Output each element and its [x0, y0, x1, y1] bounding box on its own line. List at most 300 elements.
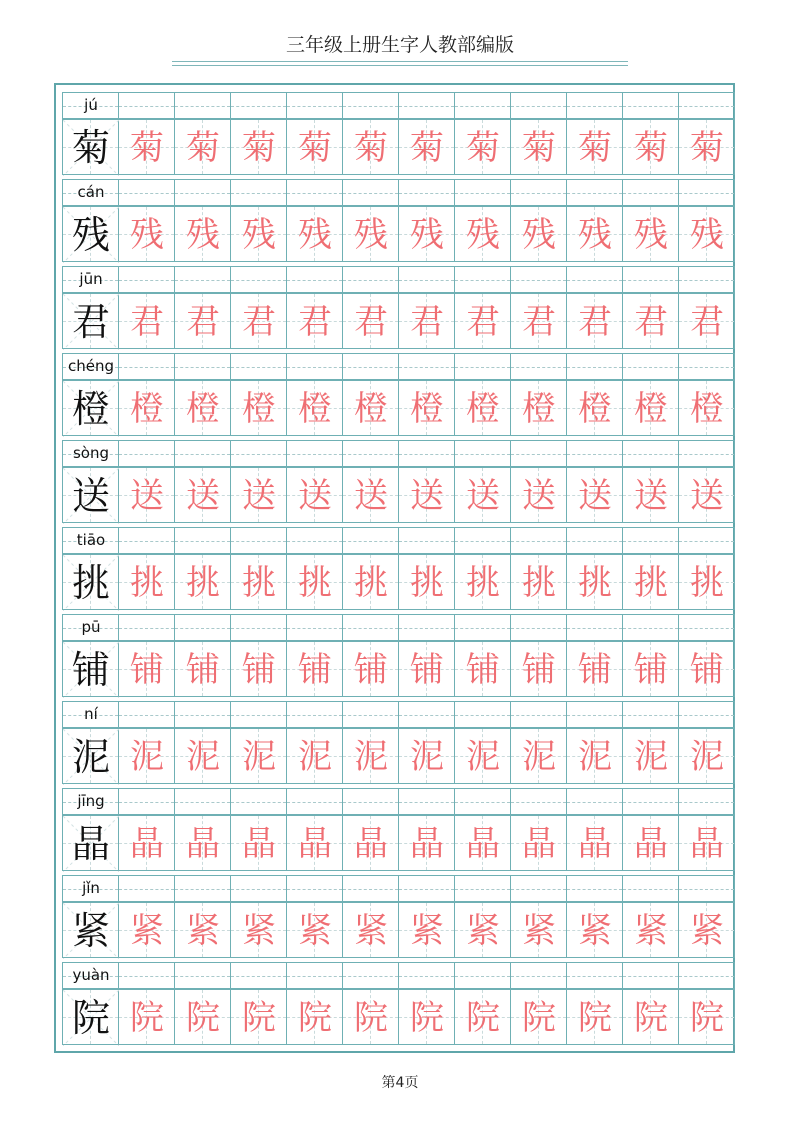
trace-character: 橙 — [466, 389, 500, 429]
pinyin-cell — [454, 440, 511, 467]
trace-character-cell — [230, 119, 287, 175]
trace-character-cell — [398, 206, 455, 262]
trace-character-cell — [510, 728, 567, 784]
trace-character: 送 — [522, 476, 556, 516]
pinyin-cell — [286, 962, 343, 989]
trace-character-cell — [286, 728, 343, 784]
trace-character-cell — [286, 815, 343, 871]
pinyin-cell — [342, 614, 399, 641]
trace-character-cell — [678, 728, 735, 784]
trace-character: 挑 — [130, 563, 164, 603]
pinyin-cell — [398, 875, 455, 902]
trace-character-cell — [118, 119, 175, 175]
pinyin-cell — [230, 266, 287, 293]
model-character: 菊 — [71, 126, 110, 170]
trace-character-cell — [510, 902, 567, 958]
pinyin-cell — [398, 701, 455, 728]
pinyin-cell — [342, 527, 399, 554]
pinyin-cell — [510, 92, 567, 119]
trace-character-cell — [174, 380, 231, 436]
pinyin-cell — [510, 701, 567, 728]
trace-character-cell — [286, 206, 343, 262]
pinyin-cell — [678, 614, 735, 641]
pinyin-cell — [342, 962, 399, 989]
pinyin-cell — [118, 962, 175, 989]
pinyin-cell — [118, 701, 175, 728]
pinyin-band — [62, 614, 734, 641]
trace-character: 泥 — [578, 737, 612, 777]
pinyin-cell — [62, 179, 119, 206]
pinyin-cell — [342, 179, 399, 206]
pinyin-cell — [622, 440, 679, 467]
pinyin-cell — [342, 92, 399, 119]
trace-character: 院 — [242, 998, 276, 1038]
trace-character-cell — [230, 902, 287, 958]
pinyin-cell — [342, 788, 399, 815]
pinyin-cell — [566, 614, 623, 641]
trace-character-cell — [510, 293, 567, 349]
trace-character: 送 — [690, 476, 724, 516]
trace-character-cell — [174, 641, 231, 697]
trace-character-cell — [342, 728, 399, 784]
practice-row — [62, 527, 734, 614]
trace-character: 菊 — [186, 128, 220, 168]
pinyin-cell — [566, 266, 623, 293]
pinyin-label: cán — [77, 183, 105, 201]
trace-character: 铺 — [130, 650, 164, 690]
pinyin-cell — [622, 788, 679, 815]
pinyin-cell — [174, 353, 231, 380]
trace-character-cell — [398, 380, 455, 436]
pinyin-cell — [62, 701, 119, 728]
pinyin-cell — [286, 266, 343, 293]
trace-character: 院 — [690, 998, 724, 1038]
character-band — [62, 728, 734, 784]
trace-character-cell — [566, 815, 623, 871]
trace-character: 泥 — [690, 737, 724, 777]
pinyin-cell — [622, 266, 679, 293]
trace-character: 送 — [466, 476, 500, 516]
trace-character-cell — [622, 206, 679, 262]
pinyin-cell — [510, 875, 567, 902]
pinyin-cell — [622, 614, 679, 641]
model-character-cell — [62, 815, 119, 871]
trace-character-cell — [454, 989, 511, 1045]
pinyin-cell — [174, 92, 231, 119]
character-band — [62, 815, 734, 871]
pinyin-cell — [454, 962, 511, 989]
model-character: 晶 — [71, 822, 110, 866]
trace-character: 送 — [186, 476, 220, 516]
trace-character: 院 — [130, 998, 164, 1038]
trace-character: 残 — [242, 215, 276, 255]
pinyin-cell — [566, 92, 623, 119]
trace-character: 铺 — [578, 650, 612, 690]
trace-character-cell — [678, 467, 735, 523]
trace-character-cell — [398, 293, 455, 349]
practice-row — [62, 440, 734, 527]
trace-character: 君 — [466, 302, 500, 342]
trace-character: 挑 — [298, 563, 332, 603]
pinyin-cell — [398, 353, 455, 380]
trace-character-cell — [118, 902, 175, 958]
pinyin-cell — [622, 875, 679, 902]
trace-character-cell — [566, 206, 623, 262]
trace-character: 残 — [578, 215, 612, 255]
pinyin-band — [62, 788, 734, 815]
trace-character-cell — [398, 989, 455, 1045]
trace-character-cell — [510, 206, 567, 262]
trace-character: 君 — [130, 302, 164, 342]
pinyin-label: jú — [84, 96, 98, 114]
trace-character-cell — [398, 902, 455, 958]
practice-row — [62, 179, 734, 266]
pinyin-label: jǐn — [82, 879, 100, 897]
trace-character-cell — [342, 380, 399, 436]
trace-character: 残 — [690, 215, 724, 255]
pinyin-cell — [286, 440, 343, 467]
pinyin-cell — [566, 527, 623, 554]
pinyin-cell — [622, 179, 679, 206]
pinyin-cell — [454, 179, 511, 206]
pinyin-cell — [286, 179, 343, 206]
pinyin-cell — [62, 440, 119, 467]
trace-character-cell — [566, 119, 623, 175]
trace-character: 君 — [410, 302, 444, 342]
trace-character: 铺 — [522, 650, 556, 690]
pinyin-cell — [230, 614, 287, 641]
trace-character: 挑 — [410, 563, 444, 603]
pinyin-cell — [174, 527, 231, 554]
trace-character-cell — [118, 206, 175, 262]
trace-character: 晶 — [354, 824, 388, 864]
pinyin-cell — [678, 701, 735, 728]
trace-character-cell — [566, 641, 623, 697]
pinyin-cell — [454, 92, 511, 119]
trace-character-cell — [510, 989, 567, 1045]
pinyin-cell — [286, 614, 343, 641]
pinyin-cell — [230, 701, 287, 728]
trace-character: 挑 — [578, 563, 612, 603]
trace-character-cell — [622, 641, 679, 697]
trace-character-cell — [622, 119, 679, 175]
trace-character-cell — [342, 815, 399, 871]
pinyin-band — [62, 962, 734, 989]
pinyin-cell — [174, 440, 231, 467]
trace-character-cell — [510, 380, 567, 436]
trace-character: 晶 — [466, 824, 500, 864]
trace-character-cell — [174, 119, 231, 175]
pinyin-band — [62, 701, 734, 728]
pinyin-label: pū — [81, 618, 101, 636]
trace-character-cell — [230, 380, 287, 436]
trace-character-cell — [622, 380, 679, 436]
trace-character-cell — [398, 554, 455, 610]
page-title: 三年级上册生字人教部编版 — [285, 34, 514, 56]
trace-character-cell — [398, 119, 455, 175]
trace-character-cell — [286, 293, 343, 349]
trace-character-cell — [510, 554, 567, 610]
model-character-cell — [62, 380, 119, 436]
pinyin-cell — [678, 962, 735, 989]
trace-character: 橙 — [522, 389, 556, 429]
trace-character: 院 — [410, 998, 444, 1038]
model-character: 铺 — [71, 648, 110, 692]
pinyin-cell — [454, 788, 511, 815]
pinyin-cell — [118, 788, 175, 815]
trace-character: 泥 — [634, 737, 668, 777]
pinyin-cell — [342, 266, 399, 293]
pinyin-cell — [398, 266, 455, 293]
trace-character: 紧 — [522, 911, 556, 951]
trace-character-cell — [566, 380, 623, 436]
trace-character-cell — [622, 554, 679, 610]
trace-character-cell — [510, 119, 567, 175]
title-underline — [172, 61, 628, 66]
trace-character: 残 — [466, 215, 500, 255]
character-band — [62, 902, 734, 958]
trace-character: 铺 — [186, 650, 220, 690]
trace-character-cell — [454, 554, 511, 610]
trace-character-cell — [342, 119, 399, 175]
pinyin-cell — [118, 179, 175, 206]
character-band — [62, 119, 734, 175]
trace-character-cell — [454, 728, 511, 784]
practice-row — [62, 92, 734, 179]
pinyin-cell — [230, 788, 287, 815]
trace-character: 君 — [690, 302, 724, 342]
trace-character-cell — [174, 293, 231, 349]
pinyin-cell — [454, 875, 511, 902]
pinyin-cell — [622, 962, 679, 989]
trace-character: 残 — [634, 215, 668, 255]
pinyin-cell — [230, 875, 287, 902]
trace-character: 送 — [242, 476, 276, 516]
trace-character: 晶 — [634, 824, 668, 864]
trace-character-cell — [286, 119, 343, 175]
pinyin-cell — [510, 614, 567, 641]
trace-character-cell — [678, 989, 735, 1045]
pinyin-cell — [566, 788, 623, 815]
pinyin-cell — [230, 179, 287, 206]
pinyin-cell — [510, 179, 567, 206]
trace-character: 紧 — [186, 911, 220, 951]
model-character: 送 — [71, 474, 110, 518]
trace-character: 残 — [354, 215, 388, 255]
pinyin-cell — [454, 527, 511, 554]
trace-character-cell — [342, 554, 399, 610]
pinyin-label: tiāo — [76, 531, 106, 549]
model-character-cell — [62, 728, 119, 784]
trace-character: 紧 — [242, 911, 276, 951]
trace-character: 铺 — [242, 650, 276, 690]
trace-character-cell — [174, 728, 231, 784]
trace-character-cell — [342, 293, 399, 349]
trace-character-cell — [230, 989, 287, 1045]
trace-character: 橙 — [130, 389, 164, 429]
pinyin-band — [62, 440, 734, 467]
model-character: 紧 — [71, 909, 110, 953]
pinyin-cell — [566, 440, 623, 467]
trace-character: 君 — [634, 302, 668, 342]
pinyin-cell — [454, 614, 511, 641]
model-character-cell — [62, 902, 119, 958]
pinyin-cell — [510, 440, 567, 467]
character-band — [62, 380, 734, 436]
trace-character-cell — [230, 641, 287, 697]
model-character-cell — [62, 206, 119, 262]
pinyin-cell — [174, 266, 231, 293]
trace-character: 泥 — [354, 737, 388, 777]
pinyin-cell — [342, 353, 399, 380]
trace-character: 院 — [186, 998, 220, 1038]
pinyin-cell — [678, 440, 735, 467]
trace-character: 君 — [522, 302, 556, 342]
trace-character-cell — [678, 293, 735, 349]
pinyin-cell — [398, 788, 455, 815]
trace-character-cell — [118, 815, 175, 871]
trace-character-cell — [678, 902, 735, 958]
pinyin-cell — [118, 440, 175, 467]
pinyin-cell — [566, 701, 623, 728]
model-character-cell — [62, 554, 119, 610]
trace-character: 铺 — [466, 650, 500, 690]
trace-character: 残 — [186, 215, 220, 255]
pinyin-cell — [62, 788, 119, 815]
trace-character: 泥 — [298, 737, 332, 777]
trace-character: 院 — [634, 998, 668, 1038]
trace-character-cell — [510, 815, 567, 871]
trace-character-cell — [342, 641, 399, 697]
trace-character-cell — [398, 641, 455, 697]
pinyin-cell — [118, 527, 175, 554]
trace-character: 紧 — [578, 911, 612, 951]
pinyin-cell — [230, 962, 287, 989]
trace-character: 菊 — [130, 128, 164, 168]
trace-character-cell — [622, 293, 679, 349]
trace-character: 菊 — [634, 128, 668, 168]
model-character: 挑 — [71, 561, 110, 605]
trace-character-cell — [286, 467, 343, 523]
trace-character-cell — [118, 728, 175, 784]
trace-character-cell — [454, 467, 511, 523]
trace-character: 泥 — [466, 737, 500, 777]
trace-character-cell — [286, 380, 343, 436]
trace-character-cell — [286, 554, 343, 610]
trace-character-cell — [174, 554, 231, 610]
pinyin-cell — [230, 527, 287, 554]
pinyin-cell — [118, 875, 175, 902]
model-character-cell — [62, 989, 119, 1045]
trace-character: 挑 — [466, 563, 500, 603]
trace-character-cell — [678, 380, 735, 436]
pinyin-cell — [510, 353, 567, 380]
trace-character: 送 — [354, 476, 388, 516]
trace-character: 橙 — [690, 389, 724, 429]
trace-character: 菊 — [690, 128, 724, 168]
trace-character-cell — [454, 293, 511, 349]
trace-character-cell — [174, 206, 231, 262]
trace-character: 橙 — [242, 389, 276, 429]
trace-character: 挑 — [186, 563, 220, 603]
trace-character: 紧 — [690, 911, 724, 951]
pinyin-cell — [230, 92, 287, 119]
trace-character: 院 — [522, 998, 556, 1038]
pinyin-cell — [678, 179, 735, 206]
trace-character: 送 — [130, 476, 164, 516]
trace-character-cell — [118, 554, 175, 610]
pinyin-cell — [174, 614, 231, 641]
trace-character-cell — [454, 815, 511, 871]
trace-character-cell — [566, 989, 623, 1045]
trace-character: 紧 — [466, 911, 500, 951]
pinyin-cell — [398, 614, 455, 641]
trace-character-cell — [174, 815, 231, 871]
trace-character: 院 — [354, 998, 388, 1038]
trace-character: 铺 — [354, 650, 388, 690]
pinyin-cell — [454, 266, 511, 293]
pinyin-cell — [286, 92, 343, 119]
trace-character: 泥 — [130, 737, 164, 777]
practice-row — [62, 875, 734, 962]
trace-character-cell — [622, 989, 679, 1045]
character-band — [62, 641, 734, 697]
trace-character-cell — [622, 815, 679, 871]
pinyin-cell — [62, 527, 119, 554]
pinyin-cell — [174, 962, 231, 989]
trace-character-cell — [118, 293, 175, 349]
pinyin-cell — [510, 788, 567, 815]
trace-character-cell — [622, 902, 679, 958]
pinyin-cell — [62, 875, 119, 902]
pinyin-label: ní — [84, 705, 98, 723]
pinyin-cell — [622, 701, 679, 728]
pinyin-cell — [566, 179, 623, 206]
trace-character-cell — [678, 554, 735, 610]
trace-character: 橙 — [186, 389, 220, 429]
trace-character: 泥 — [522, 737, 556, 777]
trace-character: 院 — [466, 998, 500, 1038]
practice-row — [62, 701, 734, 788]
pinyin-cell — [342, 701, 399, 728]
trace-character: 菊 — [242, 128, 276, 168]
page-number: 第4页 — [381, 1075, 419, 1091]
trace-character-cell — [286, 641, 343, 697]
pinyin-cell — [678, 875, 735, 902]
trace-character: 君 — [354, 302, 388, 342]
model-character-cell — [62, 467, 119, 523]
trace-character: 橙 — [354, 389, 388, 429]
pinyin-band — [62, 527, 734, 554]
trace-character: 泥 — [242, 737, 276, 777]
trace-character: 挑 — [690, 563, 724, 603]
pinyin-label: jīng — [77, 792, 105, 810]
trace-character-cell — [454, 641, 511, 697]
trace-character-cell — [566, 902, 623, 958]
pinyin-cell — [174, 179, 231, 206]
pinyin-cell — [62, 962, 119, 989]
pinyin-cell — [678, 92, 735, 119]
practice-row — [62, 614, 734, 701]
trace-character-cell — [566, 293, 623, 349]
trace-character: 铺 — [634, 650, 668, 690]
practice-row — [62, 353, 734, 440]
pinyin-cell — [286, 701, 343, 728]
trace-character: 紧 — [634, 911, 668, 951]
trace-character-cell — [510, 641, 567, 697]
pinyin-cell — [286, 788, 343, 815]
trace-character: 紧 — [130, 911, 164, 951]
